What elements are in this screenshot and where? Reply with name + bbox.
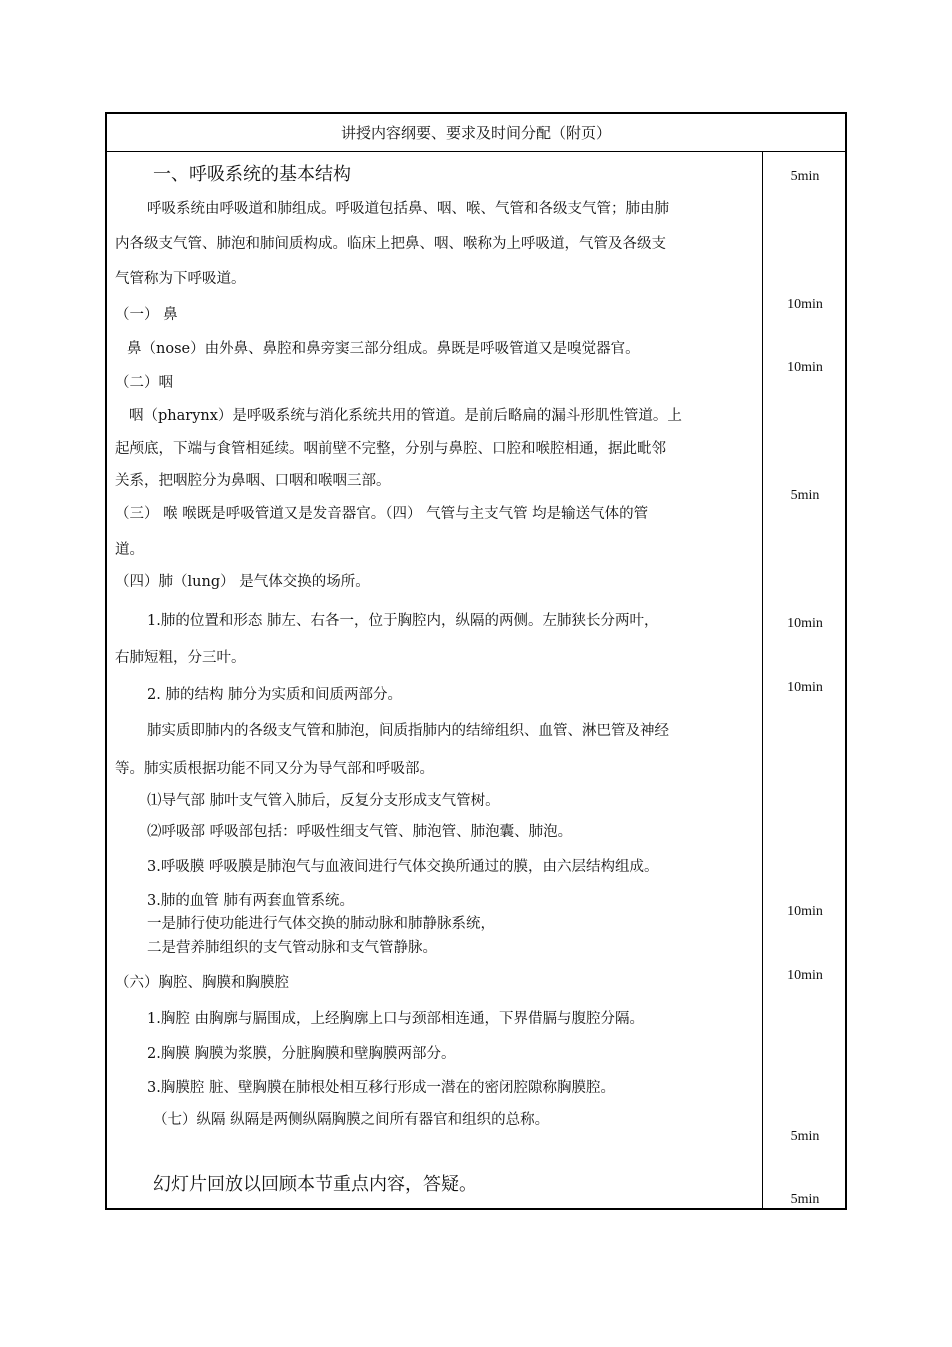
content-line: 3.肺的血管 肺有两套血管系统。 <box>147 893 354 909</box>
content-line: 1.胸腔 由胸廓与膈围成，上经胸廓上口与颈部相连通，下界借膈与腹腔分隔。 <box>147 1011 644 1027</box>
content-line: （七）纵隔 纵隔是两侧纵隔胸膜之间所有器官和组织的总称。 <box>153 1112 550 1128</box>
content-line: 2.胸膜 胸膜为浆膜，分脏胸膜和壁胸膜两部分。 <box>147 1046 456 1062</box>
content-line: 2. 肺的结构 肺分为实质和间质两部分。 <box>147 687 403 703</box>
content-line: （四）肺（lung） 是气体交换的场所。 <box>115 574 370 590</box>
time-label: 10min <box>787 904 823 919</box>
content-line: 一是肺行使功能进行气体交换的肺动脉和肺静脉系统， <box>147 916 495 932</box>
outline-table <box>105 112 847 1210</box>
content-line: （六）胸腔、胸膜和胸膜腔 <box>115 975 289 991</box>
content-line: （二）咽 <box>115 375 173 391</box>
time-label: 10min <box>787 968 823 983</box>
content-line: 1.肺的位置和形态 肺左、右各一，位于胸腔内，纵隔的两侧。左肺狭长分两叶， <box>147 613 659 629</box>
time-label: 10min <box>787 297 823 312</box>
content-line: 3.呼吸膜 呼吸膜是肺泡气与血液间进行气体交换所通过的膜，由六层结构组成。 <box>147 859 659 875</box>
time-label: 5min <box>790 1192 820 1207</box>
content-line: 道。 <box>115 542 144 558</box>
content-line: 内各级支气管、肺泡和肺间质构成。临床上把鼻、咽、喉称为上呼吸道，气管及各级支 <box>115 236 666 252</box>
content-line: 等。肺实质根据功能不同又分为导气部和呼吸部。 <box>115 761 434 777</box>
content-line: 起颅底，下端与食管相延续。咽前壁不完整，分别与鼻腔、口腔和喉腔相通，据此毗邻 <box>115 441 666 457</box>
content-line: 右肺短粗，分三叶。 <box>115 650 246 666</box>
time-label: 5min <box>790 1129 820 1144</box>
content-line: 关系，把咽腔分为鼻咽、口咽和喉咽三部。 <box>115 473 391 489</box>
content-line: （三） 喉 喉既是呼吸管道又是发音器官。（四） 气管与主支气管 均是输送气体的管 <box>115 506 649 522</box>
content-line: 咽（pharynx）是呼吸系统与消化系统共用的管道。是前后略扁的漏斗形肌性管道。上 <box>129 408 682 424</box>
content-line: 3.胸膜腔 脏、壁胸膜在肺根处相互移行形成一潜在的密闭腔隙称胸膜腔。 <box>147 1080 615 1096</box>
time-label: 10min <box>787 616 823 631</box>
content-line: ⑵呼吸部 呼吸部包括：呼吸性细支气管、肺泡管、肺泡囊、肺泡。 <box>147 824 573 840</box>
section-title: 一、呼吸系统的基本结构 <box>153 164 351 185</box>
content-line: 气管称为下呼吸道。 <box>115 271 246 287</box>
time-label: 5min <box>790 169 820 184</box>
content-line: （一） 鼻 <box>115 307 178 323</box>
content-line: 鼻（nose）由外鼻、鼻腔和鼻旁窦三部分组成。鼻既是呼吸管道又是嗅觉器官。 <box>127 341 640 357</box>
table-header: 讲授内容纲要、要求及时间分配（附页） <box>107 114 845 152</box>
closing-line: 幻灯片回放以回顾本节重点内容，答疑。 <box>153 1174 477 1195</box>
content-line: 二是营养肺组织的支气管动脉和支气管静脉。 <box>147 940 437 956</box>
content-line: ⑴导气部 肺叶支气管入肺后，反复分支形成支气管树。 <box>147 793 500 809</box>
time-label: 5min <box>790 488 820 503</box>
time-label: 10min <box>787 360 823 375</box>
content-line: 呼吸系统由呼吸道和肺组成。呼吸道包括鼻、咽、喉、气管和各级支气管；肺由肺 <box>147 201 669 217</box>
time-label: 10min <box>787 680 823 695</box>
content-line: 肺实质即肺内的各级支气管和肺泡，间质指肺内的结缔组织、血管、淋巴管及神经 <box>147 723 669 739</box>
